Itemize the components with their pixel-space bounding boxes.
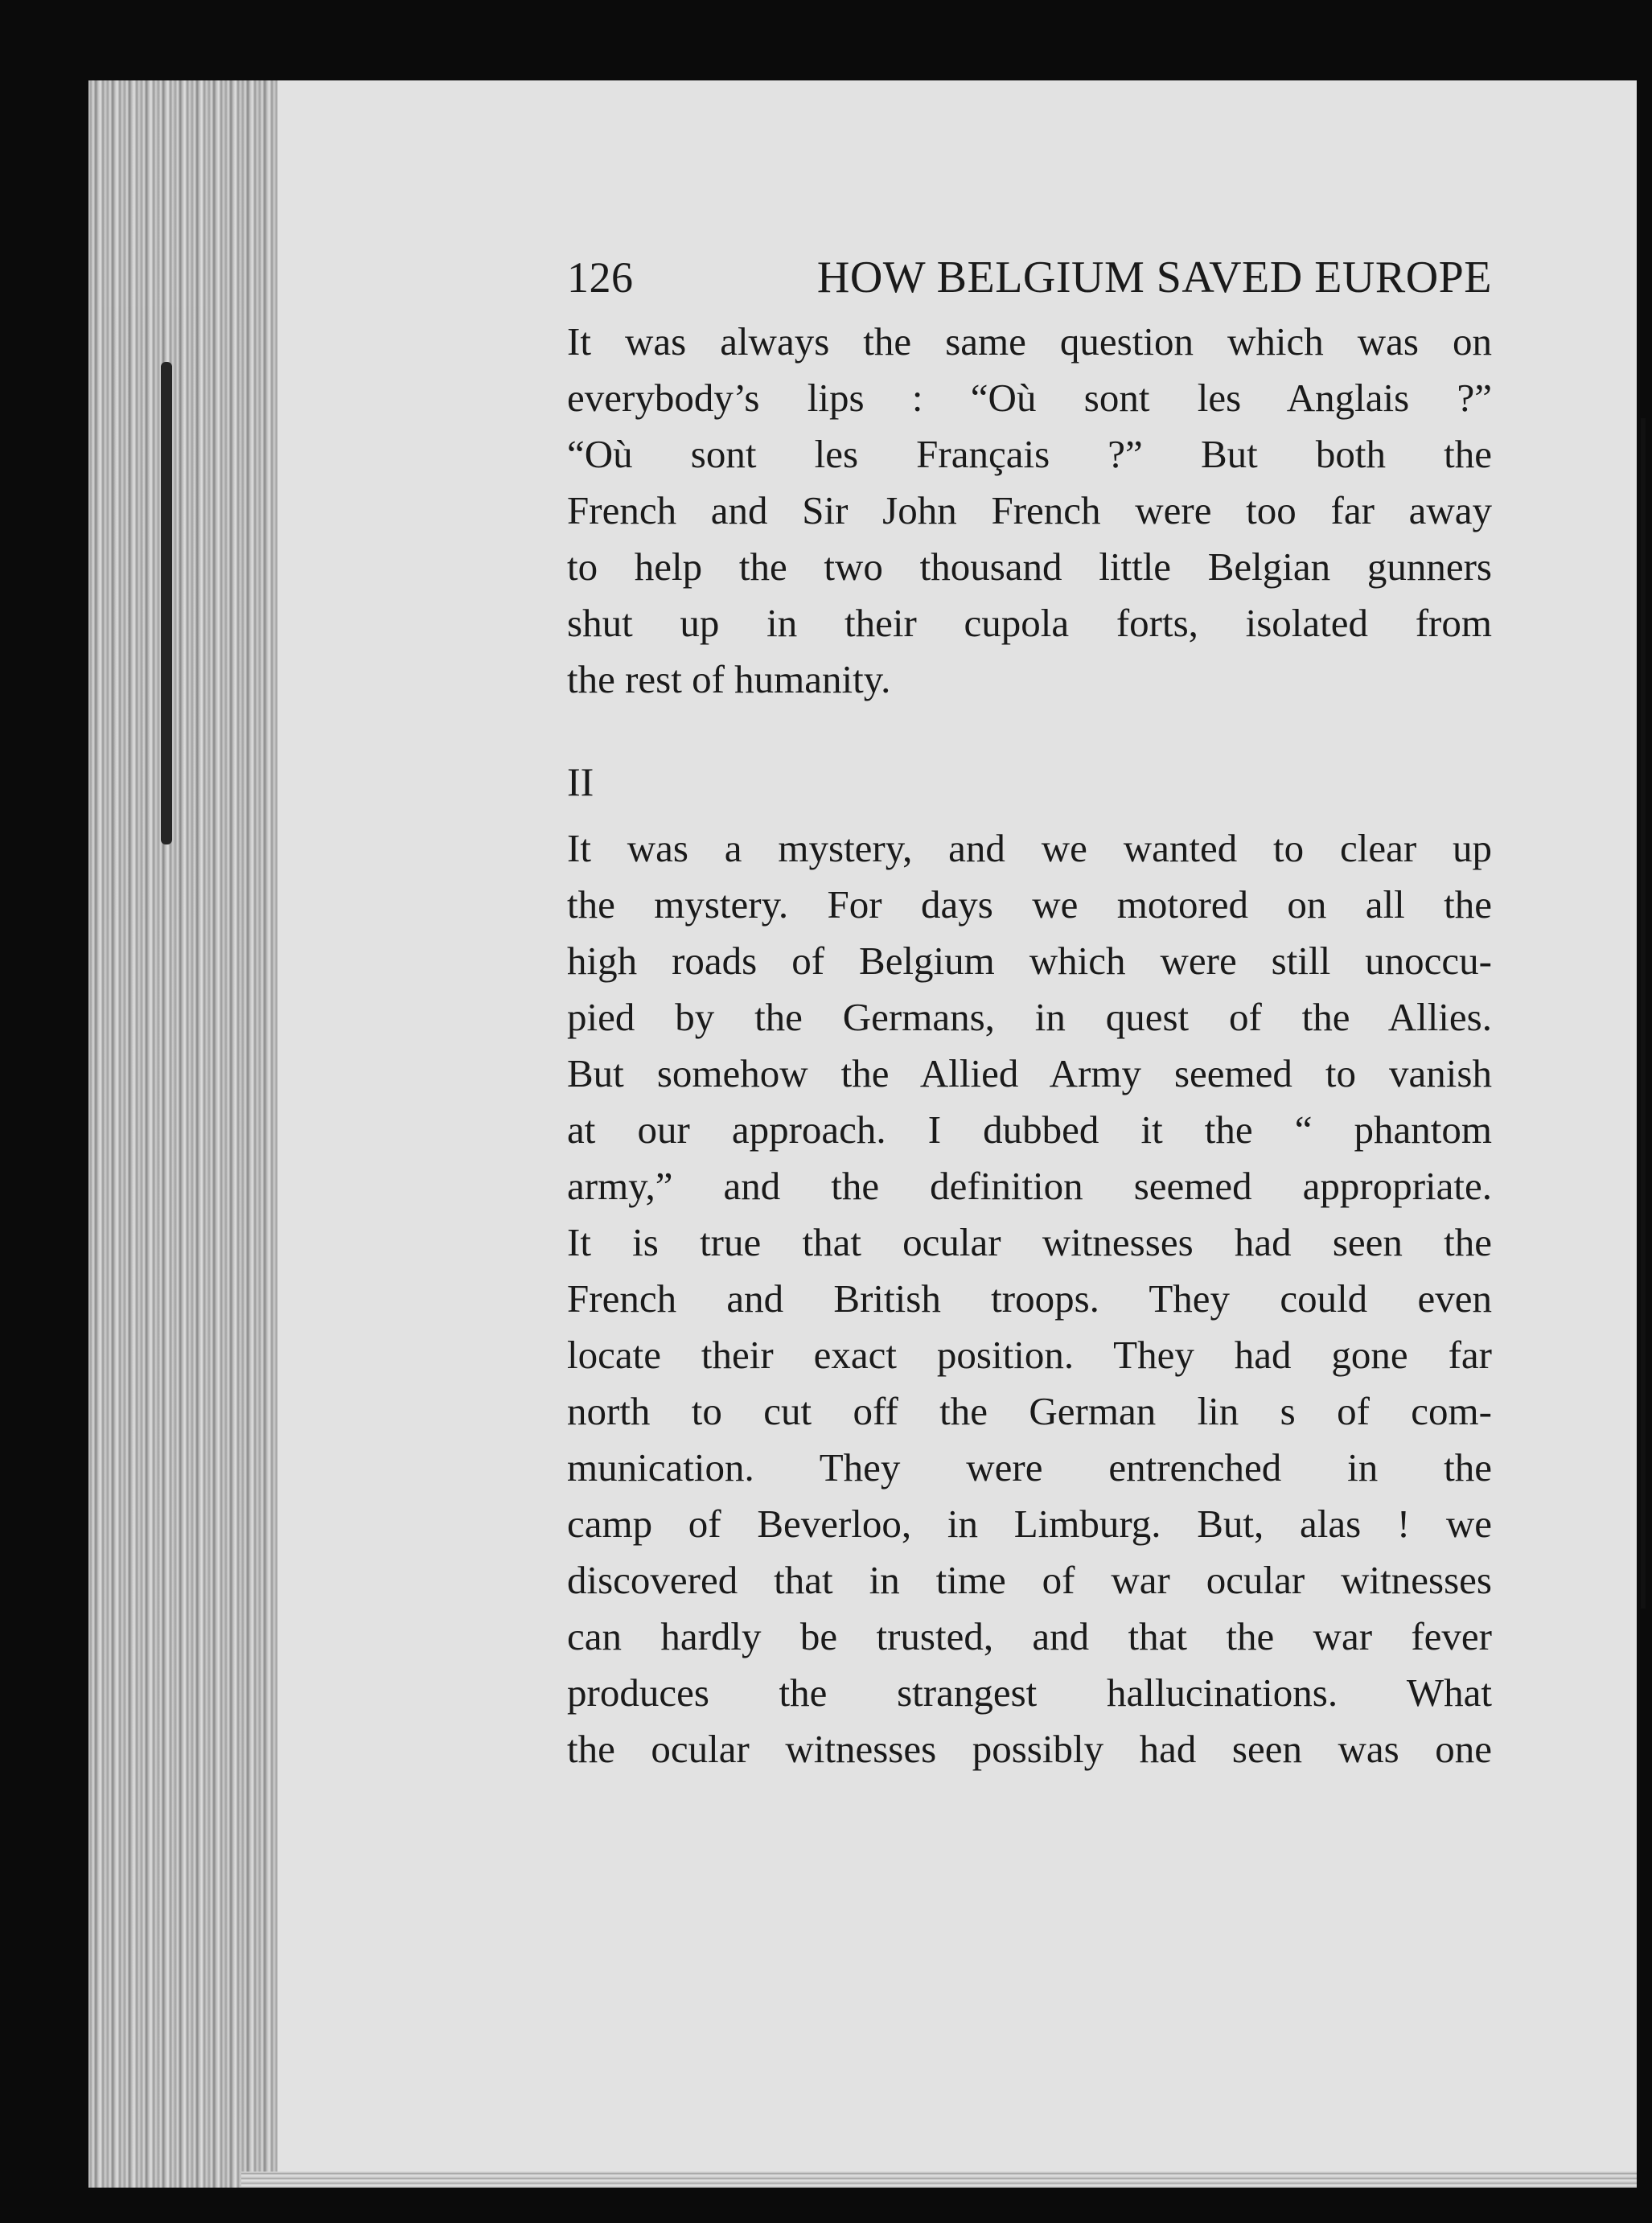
running-head-title: HOW BELGIUM SAVED EUROPE [816,253,1492,302]
text-line: discovered that in time of war ocular witnesses [567,1558,1492,1602]
text-line: produces the strangest hallucinations. What [567,1670,1492,1715]
paragraph-1 [567,314,1492,708]
text-line: locate their exact position. They had gone far [567,1333,1492,1377]
text-line: munication. They were entrenched in the [567,1445,1492,1490]
text-line: shut up in their cupola forts, isolated from [567,601,1492,645]
text-line: It was a mystery, and we wanted to clear up [567,826,1492,870]
text-line: camp of Beverloo, in Limburg. But, alas ! we [567,1502,1492,1546]
text-line: army,” and the definition seemed appropriate. [567,1164,1492,1208]
text-line: It is true that ocular witnesses had seen the [567,1220,1492,1264]
text-line: the mystery. For days we motored on all the [567,882,1492,927]
text-line: north to cut off the German lin s of com- [567,1389,1492,1433]
text-line: the ocular witnesses possibly had seen was one [567,1727,1492,1771]
text-line: It was always the same question which was on [567,319,1492,364]
page-number: 126 [567,253,634,302]
text-line: “Où sont les Français ?” But both the [567,432,1492,476]
page-text [567,241,1492,1777]
text-line: can hardly be trusted, and that the war fever [567,1614,1492,1658]
text-line: to help the two thousand little Belgian gunners [567,544,1492,589]
page-edges [88,80,277,2188]
text-line: French and Sir John French were too far away [567,488,1492,532]
text-line: French and British troops. They could even [567,1276,1492,1321]
text-line: the rest of humanity. [567,657,891,701]
text-line: high roads of Belgium which were still unoccu- [567,939,1492,983]
text-line: pied by the Germans, in quest of the Allies. [567,995,1492,1039]
section-numeral: II [567,759,594,804]
paragraph-2 [567,820,1492,1777]
text-line: everybody’s lips : “Où sont les Anglais ?” [567,376,1492,420]
text-line: at our approach. I dubbed it the “ phantom [567,1107,1492,1152]
page-bottom-edge [241,2172,1637,2188]
scan-border-right [1641,418,1646,1609]
text-line: But somehow the Allied Army seemed to vanish [567,1051,1492,1095]
running-head [567,241,1492,314]
